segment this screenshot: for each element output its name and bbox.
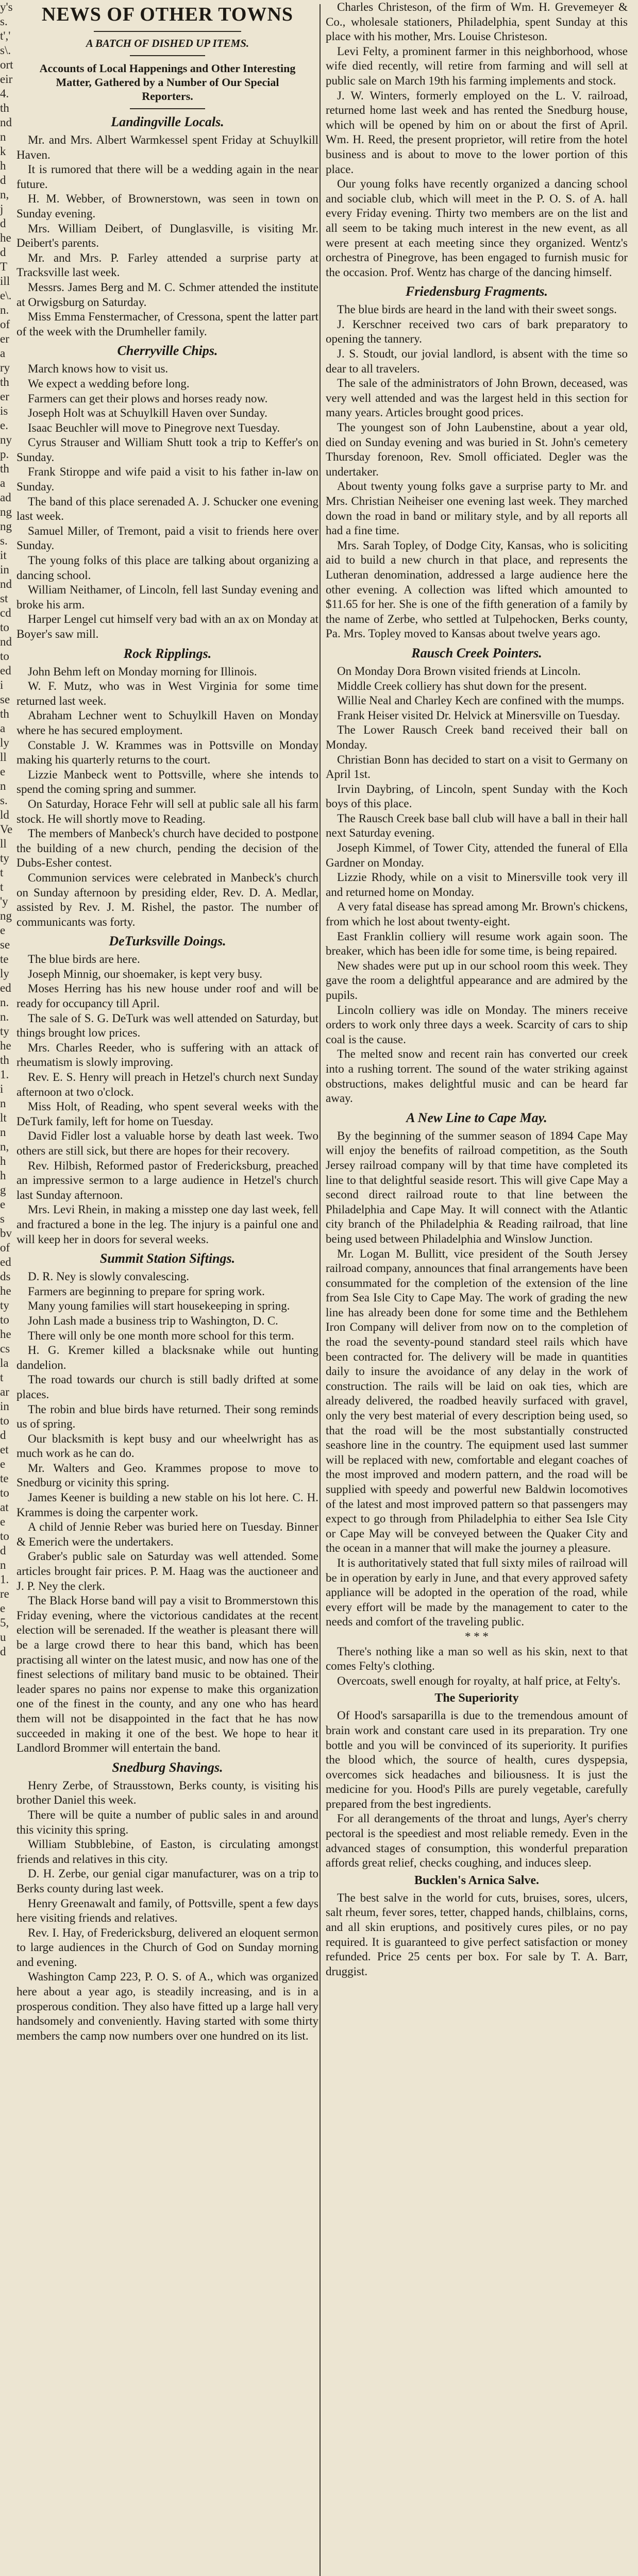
margin-fragment: a (0, 477, 6, 489)
news-item: New shades were put up in our school room this week. They gave the room a delightful appearance and are admired by the pupils. (326, 959, 628, 1002)
margin-fragment: d (0, 1429, 6, 1442)
news-item: The youngest son of John Laubenstine, about a year old, died on Sunday evening and was buried in St. John's cemetery Thursday forenoon, Rev. Smoll officiated. Degler was the undertaker. (326, 421, 628, 478)
margin-fragment: of (0, 318, 10, 331)
section-heading: Rausch Creek Pointers. (411, 645, 542, 660)
news-item: Farmers are beginning to prepare for spring work. (28, 1284, 265, 1298)
news-item: Our young folks have recently organized a dancing school and sociable club, which will meet in the P. O. S. of A. hall every Friday evening. Thirty two members are on the list and all seem to be taking much interest in the new event, as all were present at each meeting since they organized. Wentz's orchestra of Pinegrove, has been engaged to furnish music for the occasion. Prof. Wentz has charge of the dancing himself. (326, 177, 628, 279)
margin-fragment: j (0, 202, 4, 215)
left-margin-fragments (0, 0, 13, 2576)
margin-fragment: ly (0, 736, 9, 749)
margin-fragment: th (0, 1054, 9, 1066)
margin-fragment: to (0, 650, 9, 663)
margin-fragment: he (0, 1039, 11, 1052)
margin-fragment: he (0, 231, 11, 244)
news-item: Irvin Daybring, of Lincoln, spent Sunday with the Koch boys of this place. (326, 782, 628, 810)
section-heading: Snedburg Shavings. (112, 1759, 223, 1775)
margin-fragment: e. (0, 419, 8, 432)
news-item: There will be quite a number of public sales in and around this vicinity this spring. (16, 1808, 318, 1836)
margin-fragment: te (0, 1472, 9, 1485)
margin-fragment: se (0, 693, 10, 706)
news-item: Joseph Minnig, our shoemaker, is kept very busy. (28, 967, 262, 980)
ad-title: The Superiority (434, 1691, 519, 1705)
divider (130, 55, 205, 56)
margin-fragment: n (0, 1126, 6, 1139)
news-item: D. R. Ney is slowly convalescing. (28, 1270, 190, 1283)
news-item: Henry Greenawalt and family, of Pottsville, spent a few days here visiting friends and relatives. (16, 1896, 318, 1925)
margin-fragment: a (0, 722, 6, 735)
margin-fragment: ort (0, 58, 13, 71)
margin-fragment: k (0, 145, 6, 158)
margin-fragment: u (0, 1631, 6, 1643)
margin-fragment: e\. (0, 289, 12, 302)
section-heading: Landingville Locals. (111, 114, 224, 129)
margin-fragment: ar (0, 1385, 9, 1398)
margin-fragment: e (0, 1515, 6, 1528)
news-item: John Lash made a business trip to Washington, D. C. (28, 1314, 278, 1327)
margin-fragment: T (0, 260, 8, 273)
margin-fragment: nd (0, 116, 12, 129)
masthead-deck: Accounts of Local Happenings and Other Interesting Matter, Gathered by a Number of Our Special Reporters. (39, 62, 296, 103)
margin-fragment: s. (0, 794, 8, 807)
margin-fragment: s. (0, 15, 8, 28)
margin-fragment: eir (0, 73, 13, 86)
news-item: There's nothing like a man so well as his skin, next to that comes Felty's clothing. (326, 1645, 628, 1673)
margin-fragment: e (0, 1198, 6, 1211)
margin-fragment: 4. (0, 87, 9, 100)
section-heading: Friedensburg Fragments. (406, 284, 548, 299)
margin-fragment: h (0, 1155, 6, 1167)
margin-fragment: cs (0, 1342, 10, 1355)
margin-fragment: th (0, 101, 9, 114)
margin-fragment: n, (0, 1140, 9, 1153)
margin-fragment: n. (0, 303, 9, 316)
margin-fragment: t (0, 866, 4, 879)
news-item: It is authoritatively stated that full sixty miles of railroad will be in operation by early in June, and that every approved safety appliance will be adopted in the operation of the road, while every effort will be made by the management to cater to the needs and comfort of the traveling public. (326, 1556, 628, 1629)
margin-fragment: s\. (0, 44, 11, 57)
margin-fragment: n (0, 130, 6, 143)
margin-fragment: Ve (0, 823, 13, 836)
margin-fragment: nd (0, 578, 12, 590)
news-item: Harper Lengel cut himself very bad with an ax on Monday at Boyer's saw mill. (16, 613, 318, 640)
section-heading: A New Line to Cape May. (406, 1110, 547, 1125)
margin-fragment: he (0, 1328, 11, 1341)
ad-title: Bucklen's Arnica Salve. (414, 1873, 540, 1887)
margin-fragment: 1. (0, 1068, 9, 1081)
margin-fragment: ty (0, 852, 9, 865)
news-item: The blue birds are heard in the land with their sweet songs. (337, 303, 617, 316)
margin-fragment: he (0, 1284, 11, 1297)
news-item: Lizzie Rhody, while on a visit to Minersville took very ill and returned home on Monday. (326, 871, 628, 899)
margin-fragment: ly (0, 967, 9, 980)
margin-fragment: ill (0, 275, 10, 287)
margin-fragment: g (0, 1183, 6, 1196)
margin-fragment: ng (0, 909, 12, 922)
margin-fragment: t',' (0, 29, 11, 42)
margin-fragment: ll (0, 837, 7, 850)
margin-fragment: d (0, 174, 6, 187)
news-item: Frank Stiroppe and wife paid a visit to his father in-law on Sunday. (16, 465, 318, 494)
margin-fragment: in (0, 1400, 9, 1413)
section-heading: Cherryville Chips. (117, 343, 218, 359)
news-item: Constable J. W. Krammes was in Pottsville on Monday making his quarterly returns to the court. (16, 738, 318, 767)
news-item: Joseph Kimmel, of Tower City, attended the funeral of Ella Gardner on Monday. (326, 841, 628, 869)
margin-fragment: e (0, 1602, 6, 1615)
margin-fragment: ds (0, 1270, 11, 1283)
news-item: James Keener is building a new stable on his lot here. C. H. Krammes is doing the carpenter work. (16, 1491, 318, 1519)
ad-body: Of Hood's sarsaparilla is due to the tremendous amount of brain work and constant care used in its preparation. Try one bottle and you will be convinced of its superiority. It purifies the blood which, the source of health, cures dyspepsia, overcomes sick headaches and biliousness. It is just the medicine for you. Hood's Pills are purely vegetable, carefully prepared from the best ingredients. (326, 1709, 628, 1810)
news-item: The melted snow and recent rain has converted our creek into a rushing torrent. The sound of the water striking against obstructions, makes delightful music and can be heard far away. (326, 1047, 628, 1105)
news-item: The Rausch Creek base ball club will have a ball in their hall next Saturday evening. (326, 811, 628, 840)
news-item: Willie Neal and Charley Kech are confined with the mumps. (337, 694, 625, 707)
news-item: The robin and blue birds have returned. Their song reminds us of spring. (16, 1402, 318, 1431)
margin-fragment: th (0, 462, 9, 475)
margin-fragment: 'y (0, 895, 8, 908)
news-item: We expect a wedding before long. (28, 377, 190, 390)
news-item: D. H. Zerbe, our genial cigar manufacturer, was on a trip to Berks county during last week. (16, 1867, 318, 1895)
margin-fragment: ll (0, 751, 7, 764)
news-item: H. G. Kremer killed a blacksnake while out hunting dandelion. (16, 1344, 318, 1371)
margin-fragment: ry (0, 361, 10, 374)
section-heading: DeTurksville Doings. (109, 934, 226, 949)
margin-fragment: to (0, 1313, 9, 1326)
news-item: Mrs. Sarah Topley, of Dodge City, Kansas, who is soliciting aid to build a new church in that place, and represents the Lutheran denomination, addressed a large audience here the other evening. A collection was lifted which amounted to $11.65 for her. She is one of the fifth generation of a family by the name of Zerbe, who settled at Tulpehocken, Berks county, Pa. Mrs. Topley moved to Kansas about twelve years ago. (326, 538, 628, 640)
news-item: Graber's public sale on Saturday was well attended. Some articles brought fair prices. P. M. Haag was the auctioneer and J. P. Ney the clerk. (16, 1550, 318, 1592)
margin-fragment: h (0, 1169, 6, 1182)
divider (130, 108, 205, 109)
news-item: The blue birds are here. (28, 953, 140, 966)
right-column (326, 0, 628, 2576)
news-item: On Saturday, Horace Fehr will sell at public sale all his farm stock. He will shortly move to Reading. (16, 797, 318, 825)
margin-fragment: ty (0, 1025, 9, 1038)
margin-fragment: is (0, 404, 8, 417)
margin-fragment: s (0, 1212, 5, 1225)
news-item: Farmers can get their plows and horses ready now. (28, 392, 268, 405)
news-item: March knows how to visit us. (28, 362, 169, 376)
margin-fragment: ed (0, 664, 11, 677)
masthead-title: NEWS OF OTHER TOWNS (41, 4, 294, 25)
news-item: Mrs. Levi Rhein, in making a misstep one day last week, fell and fractured a bone in the leg. The injury is a painful one and will keep her in doors for several weeks. (16, 1203, 318, 1246)
margin-fragment: ty (0, 1299, 9, 1312)
news-item: Many young families will start housekeeping in spring. (28, 1299, 290, 1313)
news-item: The sale of the administrators of John Brown, deceased, was very well attended and was the largest held in this section for many years. Articles brought good prices. (326, 377, 628, 419)
section-heading: Rock Ripplings. (123, 646, 212, 661)
section-heading: Summit Station Siftings. (99, 1251, 236, 1266)
news-item: Overcoats, swell enough for royalty, at half price, at Felty's. (337, 1674, 621, 1687)
margin-fragment: y's (0, 1, 13, 13)
news-item: Mr. and Mrs. Albert Warmkessel spent Friday at Schuylkill Haven. (16, 133, 318, 161)
news-item: Rev. E. S. Henry will preach in Hetzel's church next Sunday afternoon at two o'clock. (16, 1071, 318, 1098)
ad-body: The best salve in the world for cuts, bruises, sores, ulcers, salt rheum, fever sores, tetter, chapped hands, chilblains, corns, and all skin eruptions, and positively cures piles, or no pay required. It is guaranteed to give perfect satisfaction or money refunded. Price 25 cents per box. For sale by T. A. Barr, druggist. (326, 1891, 628, 1978)
news-item: Lincoln colliery was idle on Monday. The miners receive orders to work only three days a week. Scarcity of cars to ship coal is the cause. (326, 1003, 628, 1046)
margin-fragment: s. (0, 534, 8, 547)
margin-fragment: re (0, 1587, 9, 1600)
margin-fragment: to (0, 621, 9, 634)
news-item: Isaac Beuchler will move to Pinegrove next Tuesday. (28, 421, 280, 434)
news-item: Mrs. William Deibert, of Dunglasville, is visiting Mr. Deibert's parents. (16, 222, 318, 250)
news-item: The band of this place serenaded A. J. Schucker one evening last week. (16, 495, 318, 523)
left-column-body (16, 114, 318, 2043)
news-item: John Behm left on Monday morning for Illinois. (28, 665, 257, 678)
margin-fragment: a (0, 347, 6, 360)
news-item: Rev. Hilbish, Reformed pastor of Fredericksburg, preached an impressive sermon to a large audience in Hetzel's church last Sunday afternoon. (16, 1159, 318, 1201)
news-item: Frank Heiser visited Dr. Helvick at Minersville on Tuesday. (337, 708, 620, 722)
news-item: Rev. I. Hay, of Fredericksburg, delivered an eloquent sermon to large audiences in the Church of God on Sunday morning and evening. (16, 1926, 318, 1969)
margin-fragment: ng (0, 505, 12, 518)
column-rule (320, 4, 321, 2576)
margin-fragment: n. (0, 996, 9, 1009)
margin-fragment: n (0, 779, 6, 792)
margin-fragment: ad (0, 491, 11, 504)
separator-stars: * * * (465, 1630, 489, 1643)
news-item: Washington Camp 223, P. O. S. of A., which was organized here about a year ago, is steadily increasing, and is in a prosperous condition. They also have fitted up a large hall very handsomely and conveniently. Having started with some thirty members the camp now numbers over one hundred on its list. (16, 1970, 318, 2042)
margin-fragment: la (0, 1357, 9, 1369)
news-item: J. S. Stoudt, our jovial landlord, is absent with the time so dear to all travelers. (326, 347, 628, 375)
news-item: William Neithamer, of Lincoln, fell last Sunday evening and broke his arm. (16, 583, 318, 611)
news-item: J. W. Winters, formerly employed on the L. V. railroad, returned home last week and has rented the Snedburg house, which will be opened by him on or about the first of April. Wm. H. Reed, the present proprietor, will retire from the hotel business and is about to move to the lower portion of this place. (326, 89, 628, 176)
news-item: A child of Jennie Reber was buried here on Tuesday. Binner & Emerich were the undertakers. (16, 1520, 318, 1548)
news-item: By the beginning of the summer season of 1894 Cape May will enjoy the benefits of railroad competition, as the South Jersey railroad company will by that time have completed its line to that delightful seaside resort. This will give Cape May a second direct railroad route to that line between the Philadelphia and Cape May. It will connect with the Atlantic city branch of the Philadelphia & Reading railroad, that line being used between Philadelphia and Winslow Junction. (326, 1129, 628, 1245)
divider (94, 31, 241, 32)
margin-fragment: ld (0, 808, 9, 821)
margin-fragment: d (0, 1544, 6, 1557)
margin-fragment: e (0, 924, 6, 937)
margin-fragment: er (0, 332, 9, 345)
news-item: W. F. Mutz, who was in West Virginia for some time returned last week. (16, 680, 318, 707)
news-item: East Franklin colliery will resume work again soon. The breaker, which has been idle for some time, is being repaired. (326, 929, 628, 958)
news-item: A very fatal disease has spread among Mr. Brown's chickens, from which he lost about twenty-eight. (326, 900, 628, 928)
news-item: Messrs. James Berg and M. C. Schmer attended the institute at Orwigsburg on Saturday. (16, 280, 318, 309)
margin-fragment: te (0, 953, 9, 965)
news-item: Lizzie Manbeck went to Pottsville, where she intends to spend the coming spring and summer. (16, 768, 318, 796)
news-item: It is rumored that there will be a wedding again in the near future. (16, 163, 318, 191)
news-item: There will only be one month more school for this term. (28, 1329, 294, 1342)
news-item: Communion services were celebrated in Manbeck's church on Sunday afternoon by presiding elder, Rev. D. A. Medlar, assisted by Rev. J. M. Rishel, the pastor. The number of communicants was forty. (16, 871, 318, 928)
margin-fragment: of (0, 1241, 10, 1254)
margin-fragment: p. (0, 448, 9, 461)
margin-fragment: t (0, 880, 4, 893)
news-item: The sale of S. G. DeTurk was well attended on Saturday, but things brought low prices. (16, 1011, 318, 1040)
news-item: The members of Manbeck's church have decided to postpone the building of a new church, pending the decision of the Dubs-Esher contest. (16, 827, 318, 870)
news-item: Middle Creek colliery has shut down for the present. (337, 679, 587, 692)
margin-fragment: d (0, 217, 6, 230)
margin-fragment: 1. (0, 1573, 9, 1586)
left-column (16, 0, 318, 2576)
news-item: Mr. Logan M. Bullitt, vice president of the South Jersey railroad company, announces that final arrangements have been consummated for the completion of the extension of the line from Sea Isle City to Cape May. The work of grading the new line has already been done for some time and the Bethlehem Iron Company will deliver from now on to the completion of the road the seventy-pound standard steel rails which have been contracted for. The delivery will be made in quantities daily to insure the avoidance of any delay in the work of construction. The rails will be laid on oak ties, which are already delivered, the roadbed heavily surfaced with gravel, only the very best material of every description being used, so that the road will be the most substantially constructed seashore line in the country. The equipment used last summer will be replaced with new, comfortable and elegant coaches of the most improved and modern pattern, and the road will be supplied with speedy and powerful new Baldwin locomotives of the latest and most improved pattern so that passengers may expect to go through from Philadelphia to either Sea Isle City or Cape May will be conveyed between the Quaker City and the ocean in a manner that will make the journey a pleasure. (326, 1247, 628, 1555)
news-item: Miss Emma Fenstermacher, of Cressona, spent the latter part of the week with the Drumheller family. (16, 310, 318, 338)
news-item: H. M. Webber, of Brownerstown, was seen in town on Sunday evening. (16, 192, 318, 220)
margin-fragment: i (0, 1082, 4, 1095)
news-item: Samuel Miller, of Tremont, paid a visit to friends here over Sunday. (16, 524, 318, 552)
news-item: The Lower Rausch Creek band received their ball on Monday. (326, 723, 628, 751)
margin-fragment: th (0, 707, 9, 720)
news-item: Our blacksmith is kept busy and our wheelwright has as much work as he can do. (16, 1432, 318, 1460)
margin-fragment: d (0, 1645, 6, 1658)
news-item: Joseph Holt was at Schuylkill Haven over Sunday. (28, 406, 267, 420)
margin-fragment: ny (0, 433, 12, 446)
margin-fragment: lt (0, 1111, 7, 1124)
news-item: For all derangements of the throat and lungs, Ayer's cherry pectoral is the speediest and most reliable remedy. Even in the advanced stages of consumption, this wonderful preparation affords great relief, checks coughing, and induces sleep. (326, 1812, 628, 1870)
news-item: Miss Holt, of Reading, who spent several weeks with the DeTurk family, left for home on Tuesday. (16, 1100, 318, 1128)
margin-fragment: to (0, 1414, 9, 1427)
margin-fragment: h (0, 159, 6, 172)
margin-fragment: to (0, 1530, 9, 1543)
right-column-body (326, 0, 628, 1979)
margin-fragment: er (0, 390, 9, 403)
masthead-subtitle: A BATCH OF DISHED UP ITEMS. (86, 37, 249, 49)
margin-fragment: th (0, 376, 9, 388)
news-item: Levi Felty, a prominent farmer in this neighborhood, whose wife died recently, will retire from farming and will sell at public sale on March 19th his farming implements and stock. (326, 44, 628, 87)
margin-fragment: n, (0, 188, 9, 201)
news-item: Mrs. Charles Reeder, who is suffering with an attack of rheumatism is slowly improving. (16, 1041, 318, 1069)
margin-fragment: et (0, 1443, 9, 1456)
news-item: J. Kerschner received two cars of bark preparatory to opening the tannery. (326, 317, 628, 346)
margin-fragment: ng (0, 520, 12, 533)
margin-fragment: to (0, 1486, 9, 1499)
margin-fragment: d (0, 246, 6, 259)
news-item: David Fidler lost a valuable horse by death last week. Two others are still sick, but there are hopes for their recovery. (16, 1129, 318, 1157)
news-item: Christian Bonn has decided to start on a visit to Germany on April 1st. (326, 753, 628, 781)
news-item: Cyrus Strauser and William Shutt took a trip to Keffer's on Sunday. (16, 436, 318, 464)
margin-fragment: n. (0, 1010, 9, 1023)
news-item: Charles Christeson, of the firm of Wm. H. Grevemeyer & Co., wholesale stationers, Philadelphia, spent Sunday at this place with his mother, Mrs. Louise Christeson. (326, 1, 628, 43)
margin-fragment: i (0, 679, 4, 691)
margin-fragment: ed (0, 1256, 11, 1268)
margin-fragment: bv (0, 1227, 12, 1240)
news-item: The Black Horse band will pay a visit to Brommerstown this Friday evening, where the victorious candidates at the recent election will be serenaded. If the weather is pleasant there will be a large crowd there to hear this band, which has been practising all winter on the latest music, and now has one of the finest selections of military band music to be obtained. Their leader spares no pains nor expense to make this organization one of the finest in the county, and any one who has heard them will not be disappointed in the fact that he has now succeeded in making it one of the best. We hope to hear it Landlord Brommer will entertain the band. (16, 1594, 318, 1755)
margin-fragment: n (0, 1558, 6, 1571)
margin-fragment: at (0, 1501, 9, 1514)
margin-fragment: nd (0, 635, 12, 648)
margin-fragment: it (0, 549, 7, 562)
margin-fragment: e (0, 1458, 6, 1470)
margin-fragment: st (0, 592, 8, 605)
margin-fragment: e (0, 765, 6, 778)
margin-fragment: ed (0, 981, 11, 994)
news-item: The road towards our church is still badly drifted at some places. (16, 1373, 318, 1401)
margin-fragment: se (0, 938, 10, 951)
news-item: About twenty young folks gave a surprise party to Mr. and Mrs. Christian Neiheiser one evening last week. They marched down the road in band or military style, and by all reports all had a fine time. (326, 480, 628, 537)
news-item: The young folks of this place are talking about organizing a dancing school. (16, 554, 318, 582)
margin-fragment: in (0, 563, 9, 576)
margin-fragment: t (0, 1371, 4, 1384)
news-item: Mr. Walters and Geo. Krammes propose to move to Snedburg or vicinity this spring. (16, 1461, 318, 1489)
news-item: Mr. and Mrs. P. Farley attended a surprise party at Tracksville last week. (16, 251, 318, 279)
news-item: Henry Zerbe, of Strausstown, Berks county, is visiting his brother Daniel this week. (16, 1778, 318, 1807)
news-item: Abraham Lechner went to Schuylkill Haven on Monday where he has secured employment. (16, 709, 318, 737)
news-item: Moses Herring has his new house under roof and will be ready for occupancy till April. (16, 982, 318, 1010)
margin-fragment: n (0, 1097, 6, 1110)
news-item: On Monday Dora Brown visited friends at Lincoln. (337, 664, 581, 677)
margin-fragment: 5, (0, 1616, 9, 1629)
margin-fragment: cd (0, 606, 11, 619)
news-item: William Stubblebine, of Easton, is circulating amongst friends and relatives in this city. (16, 1838, 318, 1866)
